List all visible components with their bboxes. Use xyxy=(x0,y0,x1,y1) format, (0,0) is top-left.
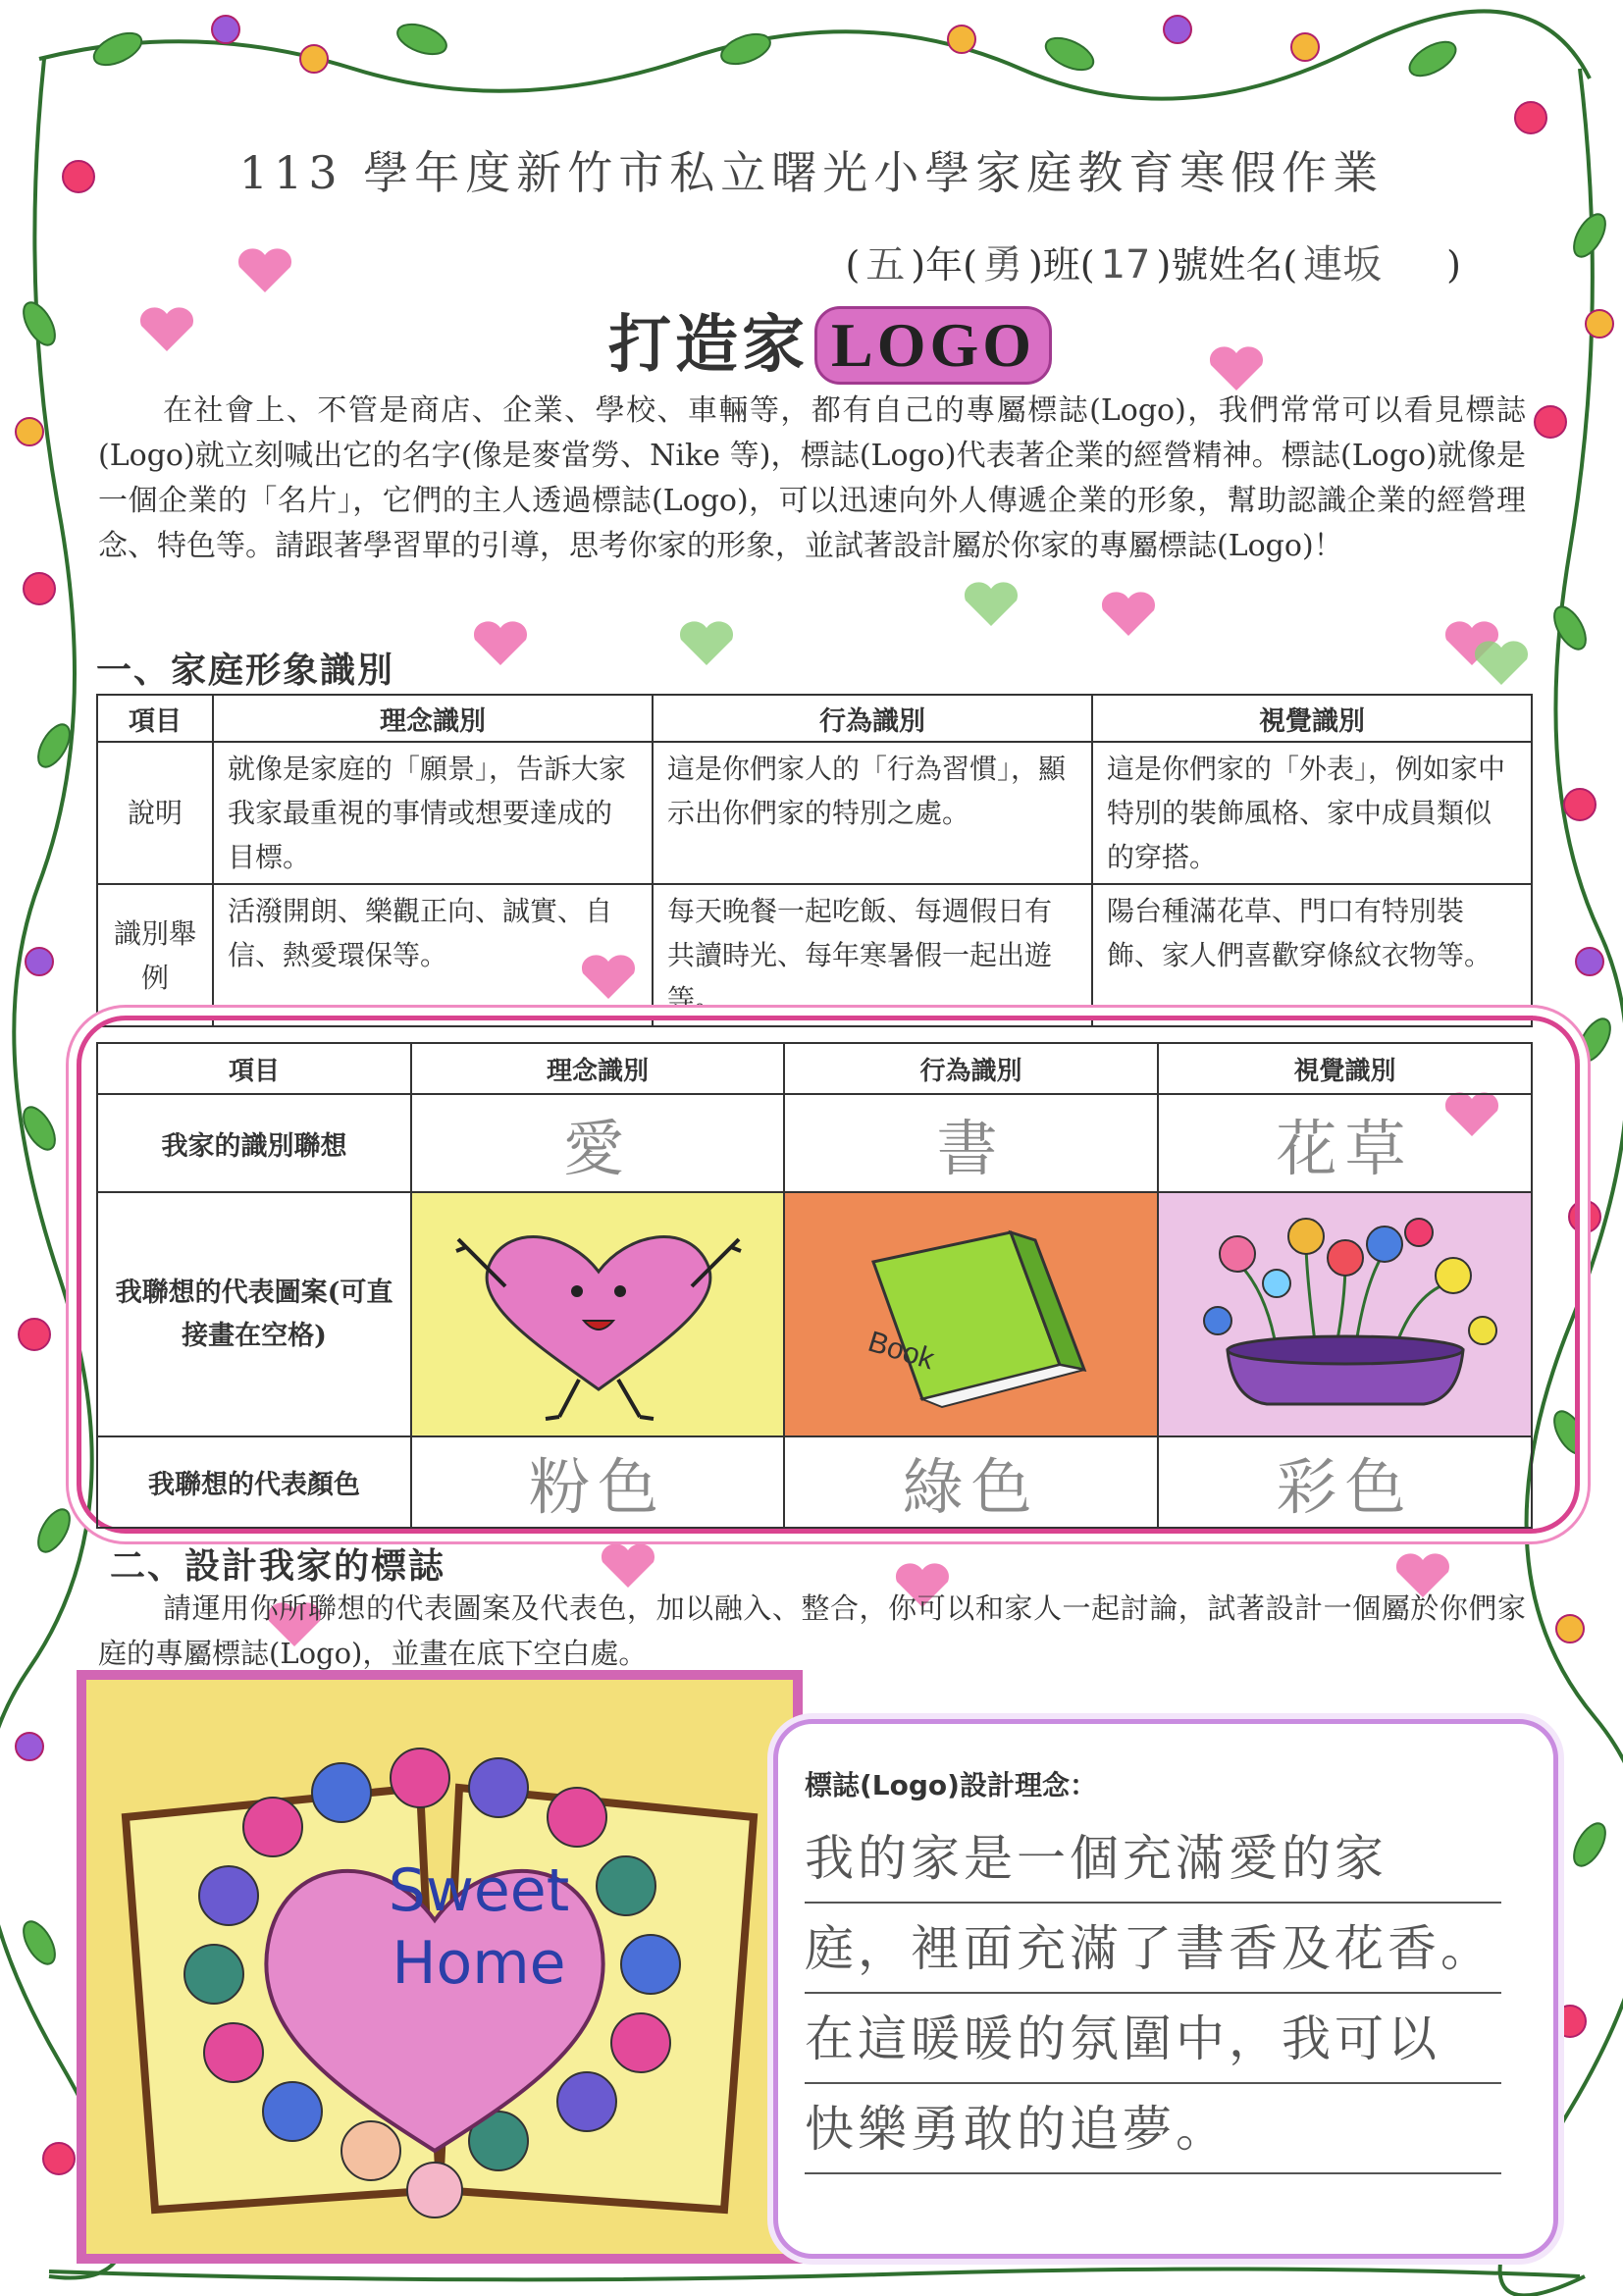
number-close: )號姓名( xyxy=(1156,243,1298,287)
row-label-description: 說明 xyxy=(97,742,213,884)
heart-drawing-cell xyxy=(411,1192,784,1436)
number-value: 17 xyxy=(1100,242,1151,287)
header-visual: 視覺識別 xyxy=(1158,1043,1532,1094)
section2-instruction: 請運用你所聯想的代表圖案及代表色，加以融入、整合，你可以和家人一起討論，試著設計一個屬於你們家庭的專屬標誌(Logo)，並畫在底下空白處。 xyxy=(98,1592,1526,1670)
flower-pot-icon xyxy=(1159,1193,1533,1429)
book-label: Book xyxy=(864,1325,938,1377)
row-label-association: 我家的識別聯想 xyxy=(97,1094,411,1192)
example-visual: 陽台種滿花草、門口有特別裝飾、家人們喜歡穿條紋衣物等。 xyxy=(1092,884,1532,1026)
example-concept: 活潑開朗、樂觀正向、誠實、自信、熱愛環保等。 xyxy=(213,884,653,1026)
title-main: 打造家 xyxy=(608,308,809,382)
header-item: 項目 xyxy=(97,1043,411,1094)
class-value: 勇 xyxy=(982,242,1022,287)
family-association-table xyxy=(96,1042,1533,1529)
concept-line-2: 庭，裡面充滿了書香及花香。 xyxy=(805,1905,1501,1994)
heart-character-icon xyxy=(412,1193,785,1429)
school-title: 113 學年度新竹市私立曙光小學家庭教育寒假作業 xyxy=(238,146,1385,199)
description-behavior: 這是你們家人的「行為習慣」，顯示出你們家的特別之處。 xyxy=(653,742,1092,884)
grade-value: 五 xyxy=(865,242,906,287)
logo-text-line-2: Home xyxy=(392,1929,566,1998)
header-item: 項目 xyxy=(97,695,213,742)
vine-top xyxy=(39,11,1590,98)
page-title xyxy=(608,294,1052,385)
grade-open: ( xyxy=(845,243,861,287)
logo-text xyxy=(332,1854,626,2000)
identity-reference-table xyxy=(96,694,1533,1027)
intro-paragraph: 在社會上、不管是商店、企業、學校、車輛等，都有自己的專屬標誌(Logo)，我們常常可以看見標誌(Logo)就立刻喊出它的名字(像是麥當勞、Nike 等)，標誌(Logo)代表著企業的經營精神。標誌(Logo)就像是一個企業的「名片」，它們的主人透過標誌(Logo)，可以迅速向外人傳遞企業的形象，幫助認識企業的經營理念、特色等。請跟著學習單的引導，思考你家的形象，並試著設計屬於你家的專屬標誌(Logo)！ xyxy=(98,393,1526,563)
description-concept: 就像是家庭的「願景」，告訴大家我家最重視的事情或想要達成的目標。 xyxy=(213,742,653,884)
concept-line-1: 我的家是一個充滿愛的家 xyxy=(805,1815,1501,1904)
book-icon xyxy=(785,1193,1159,1429)
vine-bottom xyxy=(49,2269,1580,2279)
association-concept: 愛 xyxy=(411,1094,784,1192)
header-concept: 理念識別 xyxy=(411,1043,784,1094)
color-visual: 彩色 xyxy=(1158,1436,1532,1528)
section2-heading: 二、設計我家的標誌 xyxy=(110,1545,446,1587)
section1-heading: 一、家庭形象識別 xyxy=(96,650,395,691)
class-close: )班( xyxy=(1027,243,1095,287)
color-concept: 粉色 xyxy=(411,1436,784,1528)
header-behavior: 行為識別 xyxy=(653,695,1092,742)
header-concept: 理念識別 xyxy=(213,695,653,742)
name-value: 連坂 xyxy=(1303,242,1383,287)
description-visual: 這是你們家的「外表」，例如家中特別的裝飾風格、家中成員類似的穿搭。 xyxy=(1092,742,1532,884)
student-info-line xyxy=(845,234,1461,289)
name-close: ) xyxy=(1446,243,1461,287)
association-visual: 花草 xyxy=(1158,1094,1532,1192)
header-visual: 視覺識別 xyxy=(1092,695,1532,742)
example-behavior: 每天晚餐一起吃飯、每週假日有共讀時光、每年寒暑假一起出遊等。 xyxy=(653,884,1092,1026)
flowers-drawing-cell xyxy=(1158,1192,1532,1436)
row-label-example: 識別舉例 xyxy=(97,884,213,1026)
concept-line-4: 快樂勇敢的追夢。 xyxy=(805,2086,1501,2174)
association-behavior: 書 xyxy=(784,1094,1158,1192)
color-behavior: 綠色 xyxy=(784,1436,1158,1528)
logo-text-line-1: Sweet xyxy=(388,1856,570,1925)
grade-close: )年( xyxy=(911,243,977,287)
book-drawing-cell xyxy=(784,1192,1158,1436)
header-behavior: 行為識別 xyxy=(784,1043,1158,1094)
concept-line-3: 在這暖暖的氛圍中，我可以 xyxy=(805,1996,1501,2084)
concept-label: 標誌(Logo)設計理念： xyxy=(805,1769,1097,1801)
title-logo-word: LOGO xyxy=(814,306,1052,385)
row-label-pattern: 我聯想的代表圖案(可直接畫在空格) xyxy=(97,1192,411,1436)
row-label-color: 我聯想的代表顏色 xyxy=(97,1436,411,1528)
